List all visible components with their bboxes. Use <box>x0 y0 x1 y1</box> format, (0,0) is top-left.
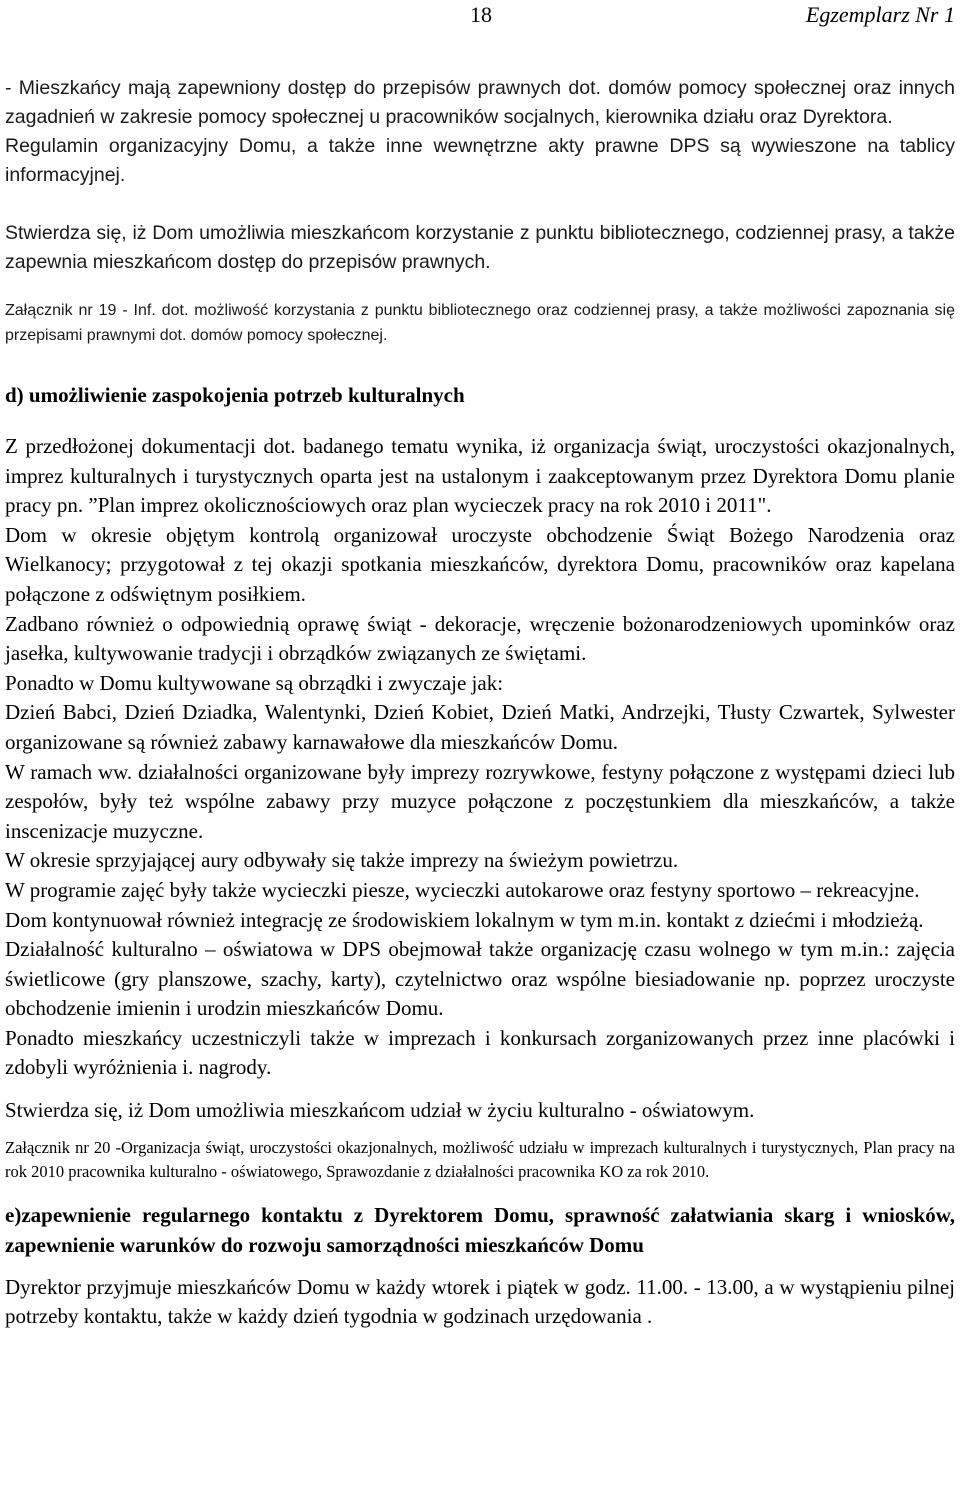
paragraph-director-hours: Dyrektor przyjmuje mieszkańców Domu w każdy wtorek i piątek w godz. 11.00. - 13.00, a w wystąpieniu pilnej potrzeby kontaktu, także w każdy dzień tygodnia w godzinach urzędowania . <box>5 1274 955 1329</box>
copy-label: Egzemplarz Nr 1 <box>805 2 955 27</box>
paragraph-cultural-finding: Stwierdza się, iż Dom umożliwia mieszkańcom udział w życiu kulturalno - oświatowym. <box>5 1098 755 1123</box>
paragraph-holiday-celebrations: Dom w okresie objętym kontrolą organizował uroczyste obchodzenie Świąt Bożego Narodzenia oraz Wielkanocy; przygotował z tej okazji spotkania mieszkańców, dyrektora Domu, pracowników oraz kapelana połączone z odświętnym posiłkiem. <box>5 522 955 606</box>
section-heading-d: d) umożliwienie zaspokojenia potrzeb kulturalnych <box>5 383 465 407</box>
document-page <box>5 0 955 1332</box>
paragraph-integration: Dom kontynuował również integrację ze środowiskiem lokalnym w tym m.in. kontakt z dziećmi i młodzieżą. <box>5 907 924 932</box>
section-heading-e: e)zapewnienie regularnego kontaktu z Dyrektorem Domu, sprawność załatwiania skarg i wniosków, zapewnienie warunków do rozwoju samorządności mieszkańców Domu <box>5 1202 955 1257</box>
page-number: 18 <box>470 2 492 27</box>
paragraph-event-plan: Z przedłożonej dokumentacji dot. badanego tematu wynika, iż organizacja świąt, uroczystości okazjonalnych, imprez kulturalnych i turystycznych oparta jest na ustalonym i zaakceptowanym przez Dyrektora Domu planie pracy pn. ”Plan imprez okolicznościowych oraz plan wycieczek pracy na rok 2010 i 2011". <box>5 434 955 518</box>
paragraph-access-regulations: - Mieszkańcy mają zapewniony dostęp do przepisów prawnych dot. domów pomocy społecznej oraz innych zagadnień w zakresie pomocy społecznej u pracowników socjalnych, kierownika działu oraz Dyrektora. <box>5 77 955 128</box>
attachment-19: Załącznik nr 19 - Inf. dot. możliwość korzystania z punktu bibliotecznego oraz codziennej prasy, a także możliwości zapoznania się przepisami prawnymi dot. domów pomocy społecznej. <box>5 302 955 344</box>
paragraph-cultural-activity: Działalność kulturalno – oświatowa w DPS obejmował także organizację czasu wolnego w tym m.in.: zajęcia świetlicowe (gry planszowe, szachy, karty), czytelnictwo oraz wspólne biesiadowanie np. poprzez uroczyste obchodzenie imienin i urodzin mieszkańców Domu. <box>5 937 955 1021</box>
paragraph-entertainment: W ramach ww. działalności organizowane były imprezy rozrywkowe, festyny połączone z występami dzieci lub zespołów, były też wspólne zabawy przy muzyce połączone z poczęstunkiem dla mieszkańców, a także inscenizacje muzyczne. <box>5 759 955 843</box>
attachment-20: Załącznik nr 20 -Organizacja świąt, uroczystości okazjonalnych, możliwość udziału w imprezach kulturalnych i turystycznych, Plan pracy na rok 2010 pracownika kulturalno - oświatowego, Sprawozdanie z działalności pracownika KO za rok 2010. <box>5 1137 955 1182</box>
paragraph-customs-intro: Ponadto w Domu kultywowane są obrządki i zwyczaje jak: <box>5 670 504 695</box>
paragraph-competitions: Ponadto mieszkańcy uczestniczyli także w imprezach i konkursach zorganizowanych przez inne placówki i zdobyli wyróżnienia i. nagrody. <box>5 1025 955 1080</box>
page-header <box>5 0 955 44</box>
paragraph-decorations: Zadbano również o odpowiednią oprawę świąt - dekoracje, wręczenie bożonarodzeniowych upominków oraz jasełka, kultywowanie tradycji i obrządków związanych ze świętami. <box>5 611 955 666</box>
paragraph-rules-noticeboard: Regulamin organizacyjny Domu, a także inne wewnętrzne akty prawne DPS są wywieszone na tablicy informacyjnej. <box>5 135 955 186</box>
paragraph-customs-list: Dzień Babci, Dzień Dziadka, Walentynki, Dzień Kobiet, Dzień Matki, Andrzejki, Tłusty Czwartek, Sylwester organizowane są również zabawy karnawałowe dla mieszkańców Domu. <box>5 700 955 754</box>
paragraph-library-finding: Stwierdza się, iż Dom umożliwia mieszkańcom korzystanie z punktu bibliotecznego, codziennej prasy, a także zapewnia mieszkańcom dostęp do przepisów prawnych. <box>5 222 955 273</box>
paragraph-excursions: W programie zajęć były także wycieczki piesze, wycieczki autokarowe oraz festyny sportowo – rekreacyjne. <box>5 877 920 902</box>
paragraph-outdoor-events: W okresie sprzyjającej aury odbywały się także imprezy na świeżym powietrzu. <box>5 848 679 873</box>
